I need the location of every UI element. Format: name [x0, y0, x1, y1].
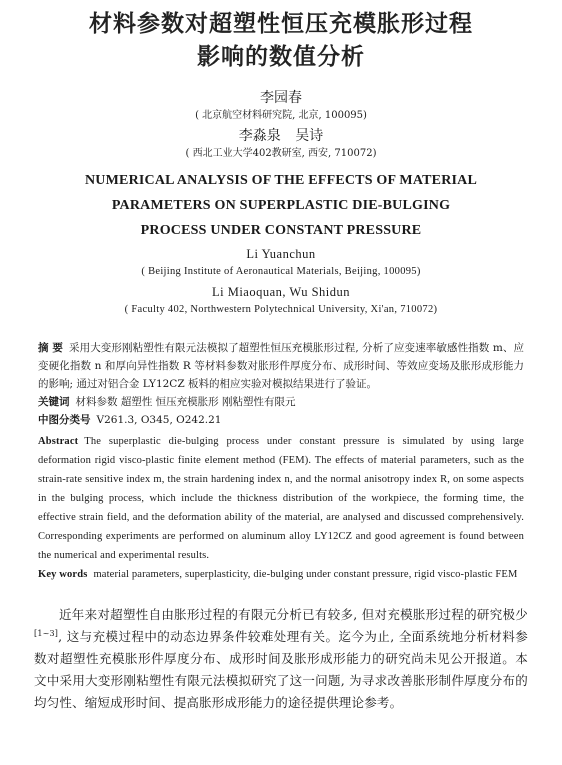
- chinese-title-line-1: 材料参数对超塑性恒压充模胀形过程: [89, 11, 473, 37]
- keywords-cn-text: 材料参数 超塑性 恒压充模胀形 刚粘塑性有限元: [75, 396, 296, 408]
- classification-code: [38, 411, 524, 429]
- author-en-1: Li Yuanchun: [246, 247, 316, 261]
- chinese-title: [34, 0, 528, 74]
- english-title-line-1: NUMERICAL ANALYSIS OF THE EFFECTS OF MATERIAL: [85, 173, 477, 188]
- keywords-cn-label: 关键词: [38, 396, 70, 408]
- introduction-paragraph: [34, 604, 528, 714]
- clc-text: V261.3, O345, O242.21: [96, 414, 222, 426]
- keywords-cn: [38, 393, 524, 411]
- keywords-en: [38, 565, 524, 584]
- author-en-2: Li Miaoquan, Wu Shidun: [211, 285, 351, 299]
- english-authors: [34, 245, 528, 319]
- affiliation-cn-1: ( 北京航空材料研究院, 北京, 100095): [195, 110, 367, 121]
- english-title-line-3: PROCESS UNDER CONSTANT PRESSURE: [140, 223, 422, 238]
- intro-text-1: 近年来对超塑性自由胀形过程的有限元分析已有较多, 但对充模胀形过程的研究极少: [59, 607, 528, 622]
- author-cn-2: 李淼泉 吴诗: [238, 128, 324, 144]
- affiliation-en-1: ( Beijing Institute of Aeronautical Materials, Beijing, 100095): [141, 266, 421, 277]
- abstract-cn-text: 采用大变形刚粘塑性有限元法模拟了超塑性恒压充模胀形过程, 分析了应变速率敏感性指数 m、应变硬化指数 n 和厚向异性指数 R 等材料参数对胀形件厚度分布、成形时间、等效应变场及胀形成形能力的影响; 通过对铝合金 LY12CZ 板料的相应实验对模拟结果进行了验证。: [38, 342, 525, 390]
- english-title-line-2: PARAMETERS ON SUPERPLASTIC DIE-BULGING: [111, 198, 451, 213]
- english-title: [34, 168, 528, 243]
- keywords-en-label: Key words: [38, 569, 88, 580]
- abstract-en: [38, 432, 524, 565]
- author-cn-1: 李园春: [260, 90, 302, 106]
- chinese-authors: [34, 88, 528, 162]
- abstract-cn: [38, 339, 524, 393]
- intro-text-2: , 这与充模过程中的动态边界条件较难处理有关。迄今为止, 全面系统地分析材料参数对超塑性充模胀形件厚度分布、成形时间及胀形成形能力的研究尚未见公开报道。本文中采用大变形刚粘塑性有限元法模拟研究了这一问题, 为寻求改善胀形制件厚度分布的均匀性、缩短成形时间、提高胀形成形能力的途径提供理论参考。: [34, 629, 528, 710]
- abstract-block: [34, 339, 528, 584]
- citation-ref: [1~3]: [34, 628, 59, 638]
- affiliation-cn-2: ( 西北工业大学402教研室, 西安, 710072): [185, 148, 377, 159]
- clc-label: 中图分类号: [38, 414, 91, 426]
- affiliation-en-2: ( Faculty 402, Northwestern Polytechnical University, Xi'an, 710072): [124, 304, 438, 315]
- chinese-title-line-2: 影响的数值分析: [197, 44, 365, 70]
- abstract-cn-label: 摘 要: [38, 342, 63, 354]
- keywords-en-text: material parameters, superplasticity, die-bulging under constant pressure, rigid visco-plastic FEM: [93, 569, 518, 580]
- abstract-en-label: Abstract: [38, 436, 79, 447]
- abstract-en-text: The superplastic die-bulging process under constant pressure is simulated by using large deformation rigid visco-plastic finite element method (FEM). The effects of material parameters, such as the strain-rate sensitive index m, the strain hardening index n, and the normal anisotropy index R, on some aspects in the bulging process, which include the thickness distribution of the workpiece, the forming time, the effective strain field, and the deformation ability of the material, are analysed and discussed comprehensively. Corresponding experiments are performed on aluminum alloy LY12CZ and good agreement is found between the numerical and experimental results.: [38, 436, 524, 561]
